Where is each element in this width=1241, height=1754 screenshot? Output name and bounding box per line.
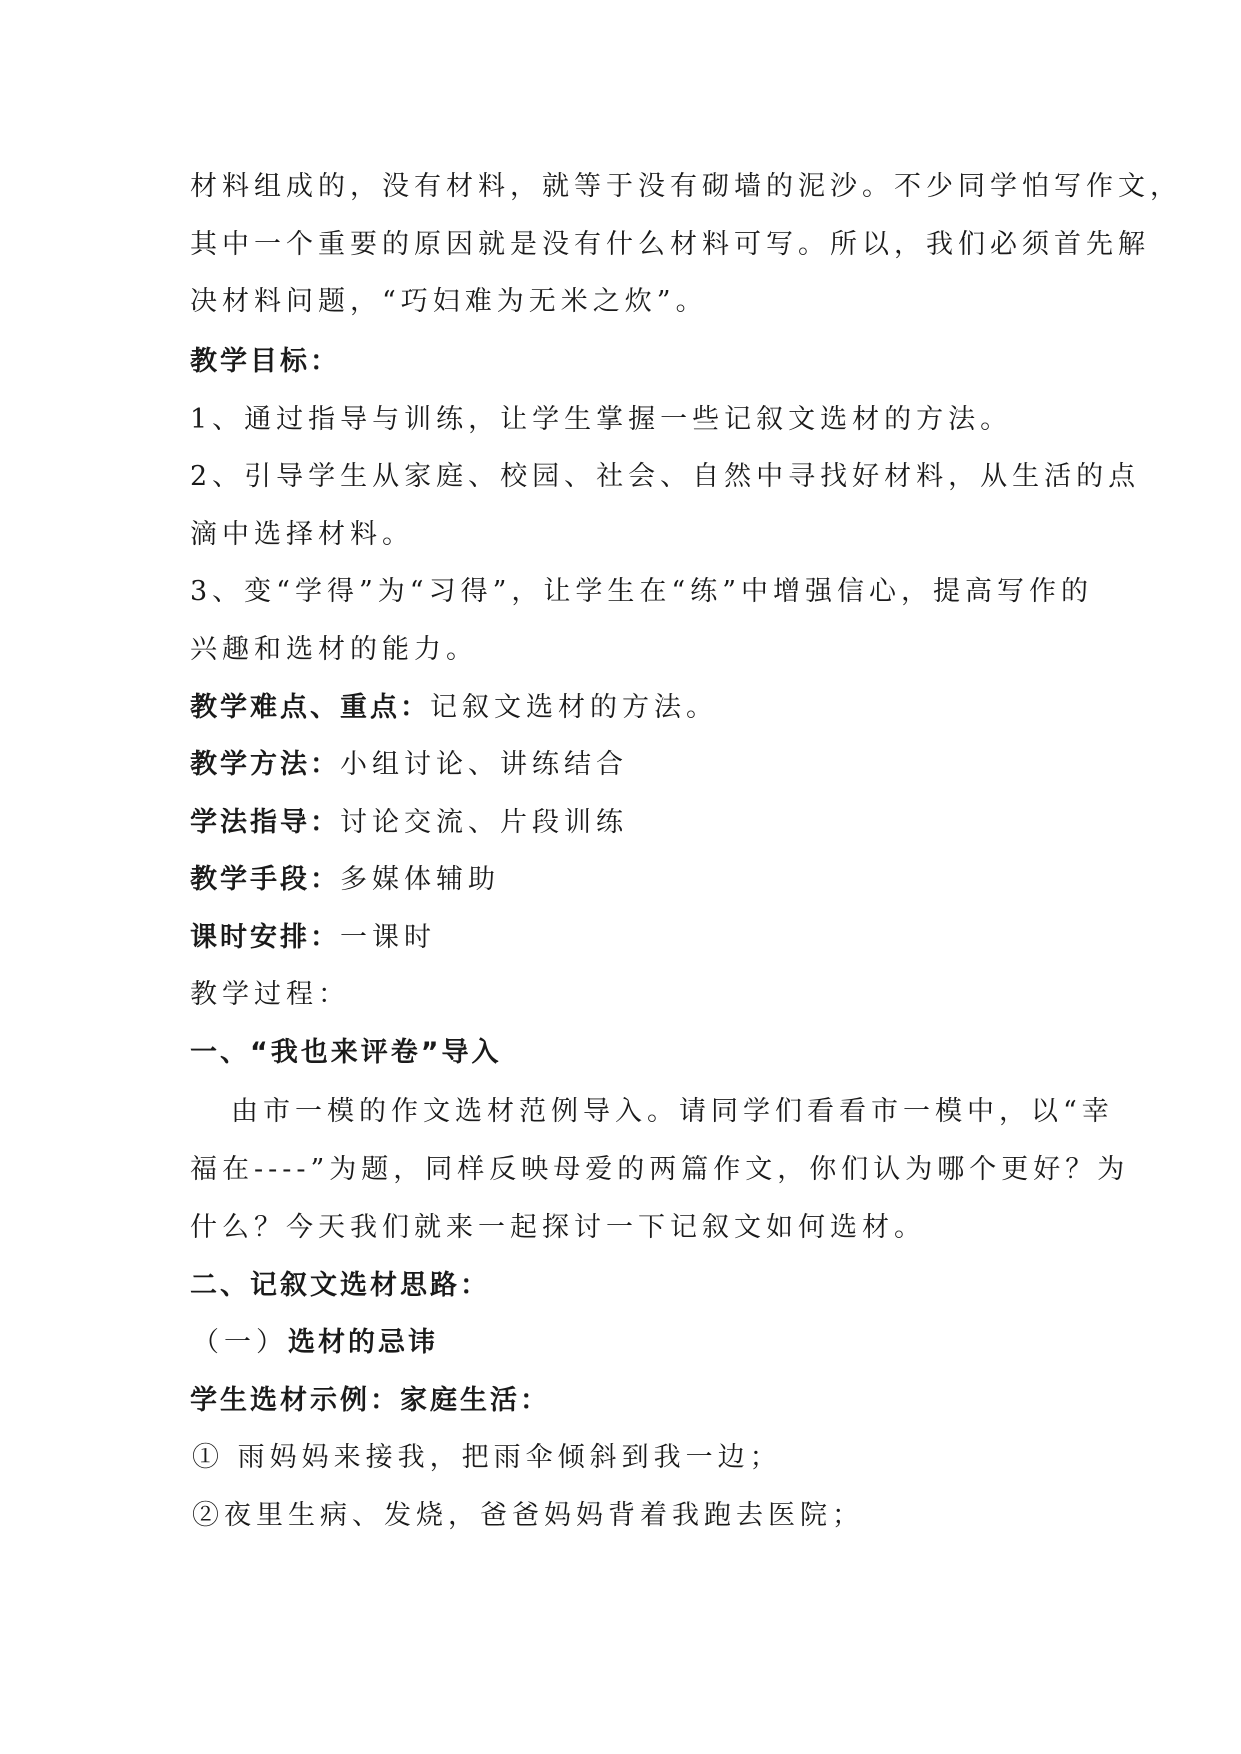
objective-line-5: 兴趣和选材的能力。 <box>190 634 478 665</box>
example-item-2: ②夜里生病、发烧，爸爸妈妈背着我跑去医院； <box>192 1500 864 1531</box>
section1-para-line-3: 什么？今天我们就来一起探讨一下记叙文如何选材。 <box>190 1212 926 1243</box>
objectives-heading: 教学目标： <box>190 346 340 377</box>
meta-label: 教学手段： <box>190 864 340 895</box>
subheading-title: 选材的忌讳 <box>288 1327 438 1358</box>
intro-line-2: 其中一个重要的原因就是没有什么材料可写。所以，我们必须首先解 <box>190 229 1150 260</box>
meta-value: 小组讨论、讲练结合 <box>340 749 628 780</box>
objective-line-3: 滴中选择材料。 <box>190 519 414 550</box>
objective-line-2: 2、引导学生从家庭、校园、社会、自然中寻找好材料，从生活的点 <box>190 461 1141 492</box>
meta-value: 多媒体辅助 <box>340 864 500 895</box>
section2-heading: 二、记叙文选材思路： <box>190 1270 490 1301</box>
section2-subheading <box>192 1323 1062 1363</box>
objective-line-4: 3、变“学得”为“习得”，让学生在“练”中增强信心，提高写作的 <box>190 576 1093 607</box>
meta-schedule <box>190 918 1060 958</box>
objective-line-1: 1、通过指导与训练，让学生掌握一些记叙文选材的方法。 <box>190 404 1013 435</box>
subheading-prefix: （一） <box>192 1327 288 1358</box>
meta-value: 记叙文选材的方法。 <box>430 692 718 723</box>
meta-label: 教学难点、重点： <box>190 692 430 723</box>
meta-label: 教学方法： <box>190 749 340 780</box>
meta-value: 一课时 <box>340 922 436 953</box>
meta-value: 讨论交流、片段训练 <box>340 807 628 838</box>
section1-para-line-1: 由市一模的作文选材范例导入。请同学们看看市一模中，以“幸 <box>231 1096 1114 1127</box>
intro-line-1: 材料组成的，没有材料，就等于没有砌墙的泥沙。不少同学怕写作文， <box>190 171 1182 202</box>
meta-difficulty <box>190 688 1060 728</box>
section1-heading: 一、“我也来评卷”导入 <box>190 1037 502 1068</box>
meta-method <box>190 745 1060 785</box>
intro-line-3: 决材料问题，“巧妇难为无米之炊”。 <box>190 286 708 317</box>
meta-label: 学法指导： <box>190 807 340 838</box>
section1-para-line-2: 福在----”为题，同样反映母爱的两篇作文，你们认为哪个更好？为 <box>190 1154 1130 1185</box>
meta-guidance <box>190 803 1060 843</box>
example-heading: 学生选材示例：家庭生活： <box>190 1385 550 1416</box>
meta-label: 课时安排： <box>190 922 340 953</box>
example-item-1: ① 雨妈妈来接我，把雨伞倾斜到我一边； <box>192 1442 782 1473</box>
process-label: 教学过程： <box>190 979 350 1010</box>
meta-means <box>190 860 1060 900</box>
